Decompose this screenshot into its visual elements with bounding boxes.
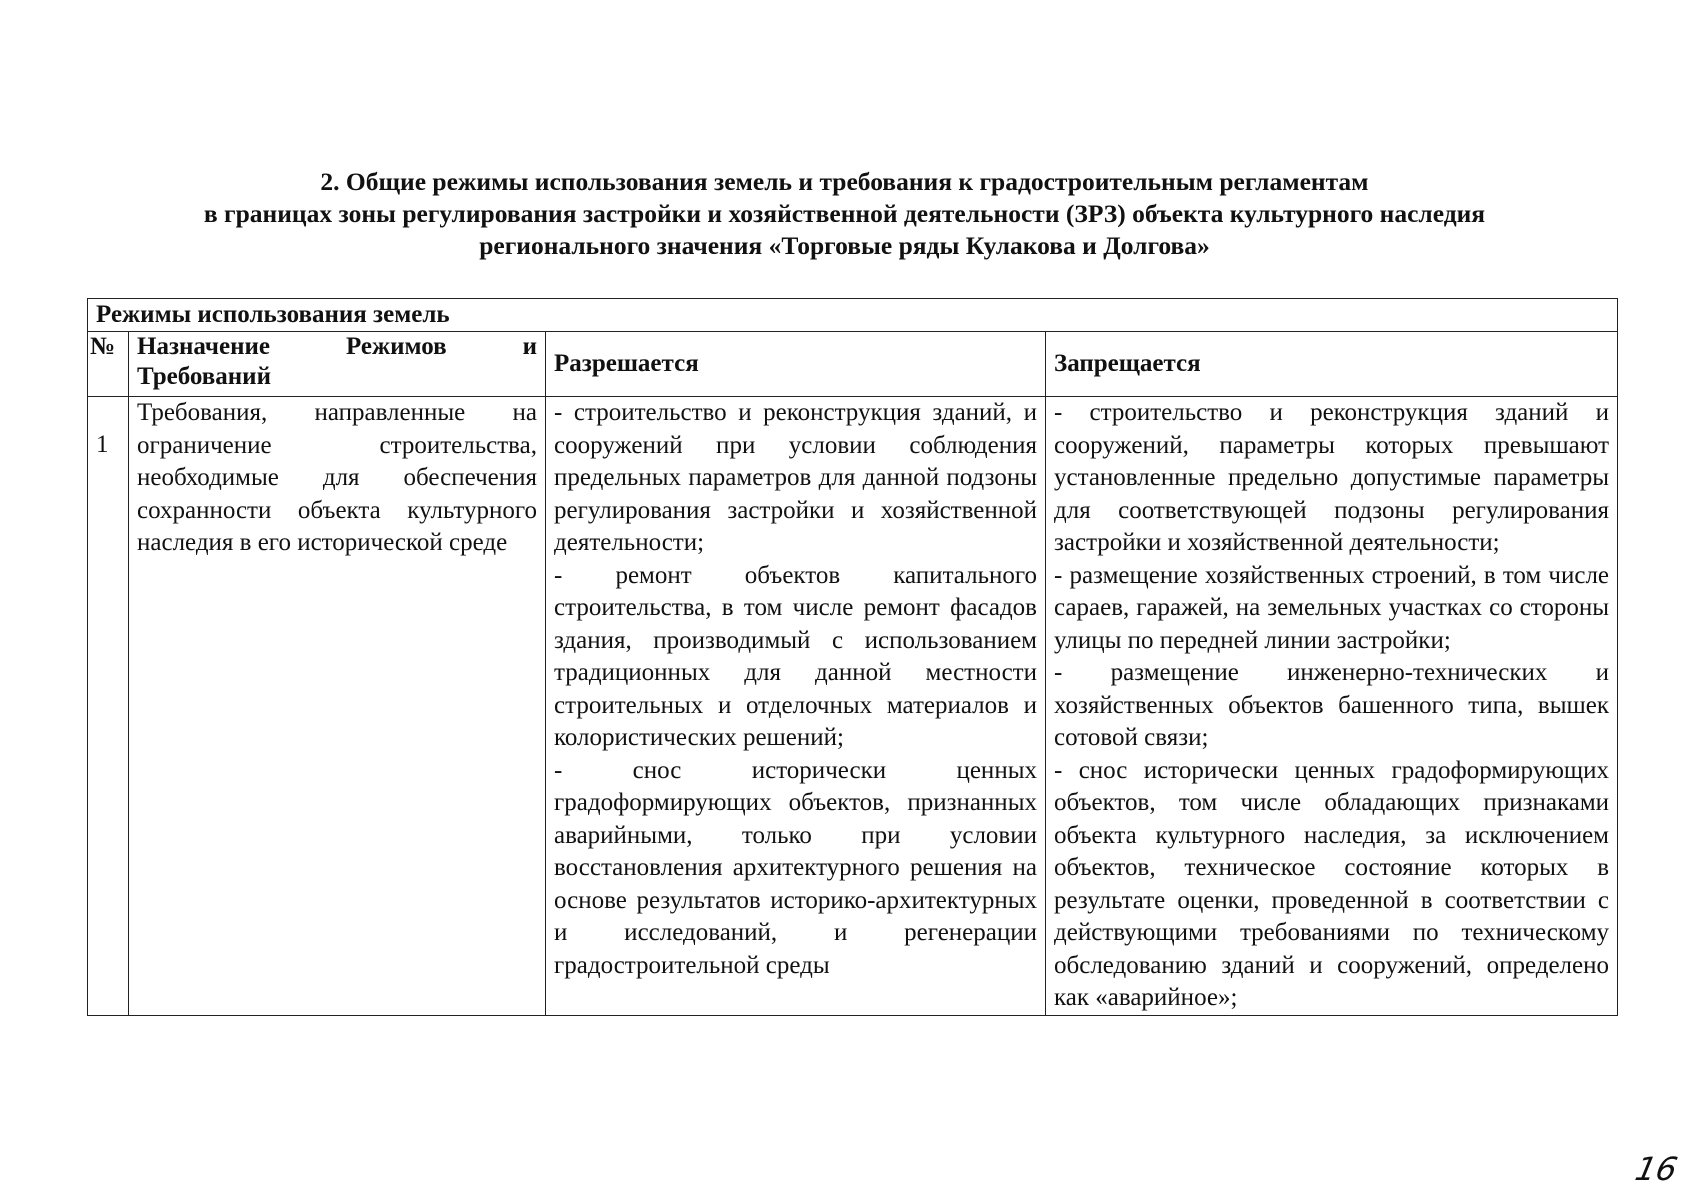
allowed-item: - снос исторически ценных градоформирующих объектов, признанных аварийными, только при условии восстановления архитектурного решения на основе результатов историко-архитектурных и исследований, и регенерации градостроительной среды	[554, 756, 1037, 979]
row-number: 1	[88, 397, 129, 1016]
section-header: Режимы использования земель	[88, 299, 1618, 332]
title-line-3: регионального значения «Торговые ряды Кулакова и Долгова»	[479, 231, 1210, 260]
document-title	[100, 166, 1589, 262]
column-header-number: №	[88, 332, 129, 397]
row-purpose: Требования, направленные на ограничение строительства, необходимые для обеспечения сохранности объекта культурного наследия в его исторической среде	[129, 397, 546, 1016]
row-prohibited	[1046, 397, 1618, 1016]
page-number: 16	[1631, 1150, 1681, 1188]
table-header-row	[88, 332, 1618, 397]
prohibited-item: - размещение хозяйственных строений, в том числе сараев, гаражей, на земельных участках со стороны улицы по передней линии застройки;	[1054, 561, 1610, 654]
table-section-header-row	[88, 299, 1618, 332]
row-allowed	[546, 397, 1046, 1016]
column-header-purpose: Назначение Режимов и Требований	[129, 332, 546, 397]
column-header-allowed: Разрешается	[546, 332, 1046, 397]
title-line-1: 2. Общие режимы использования земель и требования к градостроительным регламентам	[320, 167, 1369, 196]
column-header-prohibited: Запрещается	[1046, 332, 1618, 397]
allowed-item: - ремонт объектов капитального строительства, в том числе ремонт фасадов здания, производимый с использованием традиционных для данной местности строительных и отделочных материалов и колористических решений;	[554, 561, 1037, 751]
allowed-item: - строительство и реконструкция зданий, и сооружений при условии соблюдения предельных параметров для данной подзоны регулирования застройки и хозяйственной деятельности;	[554, 399, 1037, 556]
prohibited-item: - снос исторически ценных градоформирующих объектов, том числе обладающих признаками объекта культурного наследия, за исключением объектов, техническое состояние которых в результате оценки, проведенной в соответствии с действующими требованиями по техническому обследованию зданий и сооружений, определено как «аварийное»;	[1054, 756, 1610, 1011]
regulations-table	[87, 298, 1618, 1016]
table-row	[88, 397, 1618, 1016]
prohibited-item: - размещение инженерно-технических и хозяйственных объектов башенного типа, вышек сотовой связи;	[1054, 659, 1610, 751]
title-line-2: в границах зоны регулирования застройки и хозяйственной деятельности (ЗРЗ) объекта культурного наследия	[203, 199, 1486, 228]
prohibited-item: - строительство и реконструкция зданий и сооружений, параметры которых превышают установленные предельно допустимые параметры для соответствующей подзоны регулирования застройки и хозяйственной деятельности;	[1054, 399, 1610, 556]
